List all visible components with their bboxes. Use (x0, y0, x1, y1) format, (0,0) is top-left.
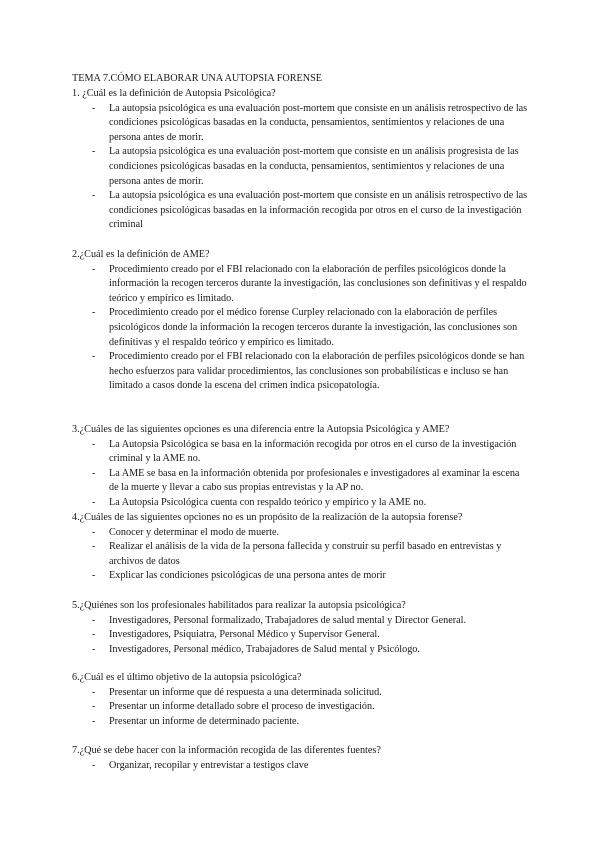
option-text: Explicar las condiciones psicológicas de una persona antes de morir (109, 570, 386, 582)
options-list (72, 526, 528, 584)
option-item: - La AME se basa en la información obtenida por profesionales e investigadores al examinar la escena de la muerte y llevar a cabo sus propias entrevistas y la AP no. (92, 467, 520, 494)
option-text: Presentar un informe de determinado paciente. (109, 715, 300, 727)
options-list (72, 438, 528, 511)
question-text: 6.¿Cuál es el último objetivo de la autopsia psicológica? (72, 672, 302, 683)
option-item: - Investigadores, Personal médico, Trabajadores de Salud mental y Psicólogo. (92, 643, 420, 655)
question-block (72, 511, 528, 584)
option-item: - Procedimiento creado por el FBI relacionado con la elaboración de perfiles psicológicos donde se han hecho esfuerzos para validar procedimientos, las conclusiones son probabilísticas e incluso se han limitado a casos donde la escena del crimen indica psicopatología. (92, 351, 525, 392)
option-item: - Investigadores, Personal formalizado, Trabajadores de salud mental y Director General. (92, 614, 467, 626)
option-text: Procedimiento creado por el médico forense Curpley relacionado con la elaboración de perfiles psicológicos donde la información la recogen terceros durante la investigación, las conclusiones son definitivas y el respaldo teórico y empírico es limitado. (109, 307, 518, 348)
option-text: La Autopsia Psicológica se basa en la información recogida por otros en el curso de la investigación criminal y la AME no. (109, 438, 517, 465)
option-text: Presentar un informe que dé respuesta a una determinada solicitud. (109, 686, 382, 698)
option-item: - Presentar un informe que dé respuesta a una determinada solicitud. (92, 686, 382, 698)
question-block (72, 599, 528, 657)
option-text: La autopsia psicológica es una evaluación post-mortem que consiste en un análisis retrospectivo de las condiciones psicológicas basadas en la conducta, pensamientos, sentimientos y relaciones de una persona antes de morir. (109, 102, 528, 143)
question-block (72, 744, 528, 773)
question-text: 5.¿Quiénes son los profesionales habilitados para realizar la autopsia psicológica? (72, 600, 406, 611)
option-item: - La autopsia psicológica es una evaluación post-mortem que consiste en un análisis progresista de las condiciones psicológicas basadas en la conducta, pensamientos, sentimientos y relaciones de una persona antes de morir. (92, 146, 519, 187)
options-list (72, 614, 528, 658)
question-block (72, 423, 528, 511)
options-list (72, 102, 528, 233)
option-item: - Presentar un informe detallado sobre el proceso de investigación. (92, 701, 375, 713)
option-text: Organizar, recopilar y entrevistar a testigos clave (109, 759, 309, 771)
question-text: 1. ¿Cuál es la definición de Autopsia Psicológica? (72, 88, 276, 99)
option-item: - La autopsia psicológica es una evaluación post-mortem que consiste en un análisis retrospectivo de las condiciones psicológicas basadas en la información recogida por otros en el curso de la investigación criminal (92, 190, 528, 231)
document-title: TEMA 7.CÓMO ELABORAR UNA AUTOPSIA FORENSE (72, 73, 323, 84)
option-text: Presentar un informe detallado sobre el proceso de investigación. (109, 701, 375, 713)
option-text: Investigadores, Personal médico, Trabajadores de Salud mental y Psicólogo. (109, 643, 420, 655)
option-item: - Organizar, recopilar y entrevistar a testigos clave (92, 759, 309, 771)
option-text: La autopsia psicológica es una evaluación post-mortem que consiste en un análisis progresista de las condiciones psicológicas basadas en la conducta, pensamientos, sentimientos y relaciones de una persona antes de morir. (109, 146, 519, 187)
option-item: - Procedimiento creado por el médico forense Curpley relacionado con la elaboración de perfiles psicológicos donde la información la recogen terceros durante la investigación, las conclusiones son definitivas y el respaldo teórico y empírico es limitado. (92, 307, 518, 348)
option-text: Conocer y determinar el modo de muerte. (109, 526, 280, 538)
question-text: 7.¿Qué se debe hacer con la información recogida de las diferentes fuentes? (72, 745, 381, 756)
option-item: - Conocer y determinar el modo de muerte. (92, 526, 280, 538)
question-block (72, 671, 528, 729)
option-item: - La autopsia psicológica es una evaluación post-mortem que consiste en un análisis retrospectivo de las condiciones psicológicas basadas en la conducta, pensamientos, sentimientos y relaciones de una persona antes de morir. (92, 102, 528, 143)
question-block (72, 248, 528, 394)
question-text: 4.¿Cuáles de las siguientes opciones no es un propósito de la realización de la autopsia forense? (72, 512, 463, 523)
option-text: La AME se basa en la información obtenida por profesionales e investigadores al examinar la escena de la muerte y llevar a cabo sus propias entrevistas y la AP no. (109, 467, 520, 494)
options-list (72, 686, 528, 730)
option-text: La Autopsia Psicológica cuenta con respaldo teórico y empírico y la AME no. (109, 496, 427, 508)
option-item: - Investigadores, Psiquiatra, Personal Médico y Supervisor General. (92, 629, 380, 641)
option-item: - La Autopsia Psicológica se basa en la información recogida por otros en el curso de la investigación criminal y la AME no. (92, 438, 517, 465)
question-text: 3.¿Cuáles de las siguientes opciones es una diferencia entre la Autopsia Psicológica y AME? (72, 424, 450, 435)
option-item: - Explicar las condiciones psicológicas de una persona antes de morir (92, 570, 386, 582)
question-text: 2.¿Cuál es la definición de AME? (72, 249, 210, 260)
option-text: Procedimiento creado por el FBI relacionado con la elaboración de perfiles psicológicos donde la información la recogen terceros durante la investigación, las conclusiones son definitivas y el respaldo teórico y empírico es limitado. (109, 263, 527, 304)
option-text: Investigadores, Personal formalizado, Trabajadores de salud mental y Director General. (109, 614, 467, 626)
question-block (72, 87, 528, 233)
option-item: - Realizar el análisis de la vida de la persona fallecida y construir su perfil basado en entrevistas y archivos de datos (92, 541, 502, 567)
options-list (72, 263, 528, 394)
option-item: - Procedimiento creado por el FBI relacionado con la elaboración de perfiles psicológicos donde la información la recogen terceros durante la investigación, las conclusiones son definitivas y el respaldo teórico y empírico es limitado. (92, 263, 527, 304)
option-text: Procedimiento creado por el FBI relacionado con la elaboración de perfiles psicológicos donde se han hecho esfuerzos para validar procedimientos, las conclusiones son probabilísticas e incluso se han limitado a casos donde la escena del crimen indica psicopatología. (109, 351, 525, 392)
options-list (72, 759, 528, 774)
option-item: - Presentar un informe de determinado paciente. (92, 715, 300, 727)
option-text: Investigadores, Psiquiatra, Personal Médico y Supervisor General. (109, 629, 380, 641)
option-text: La autopsia psicológica es una evaluación post-mortem que consiste en un análisis retrospectivo de las condiciones psicológicas basadas en la información recogida por otros en el curso de la investigación criminal (109, 190, 528, 231)
option-text: Realizar el análisis de la vida de la persona fallecida y construir su perfil basado en entrevistas y archivos de datos (109, 541, 502, 567)
option-item: - La Autopsia Psicológica cuenta con respaldo teórico y empírico y la AME no. (92, 496, 427, 508)
